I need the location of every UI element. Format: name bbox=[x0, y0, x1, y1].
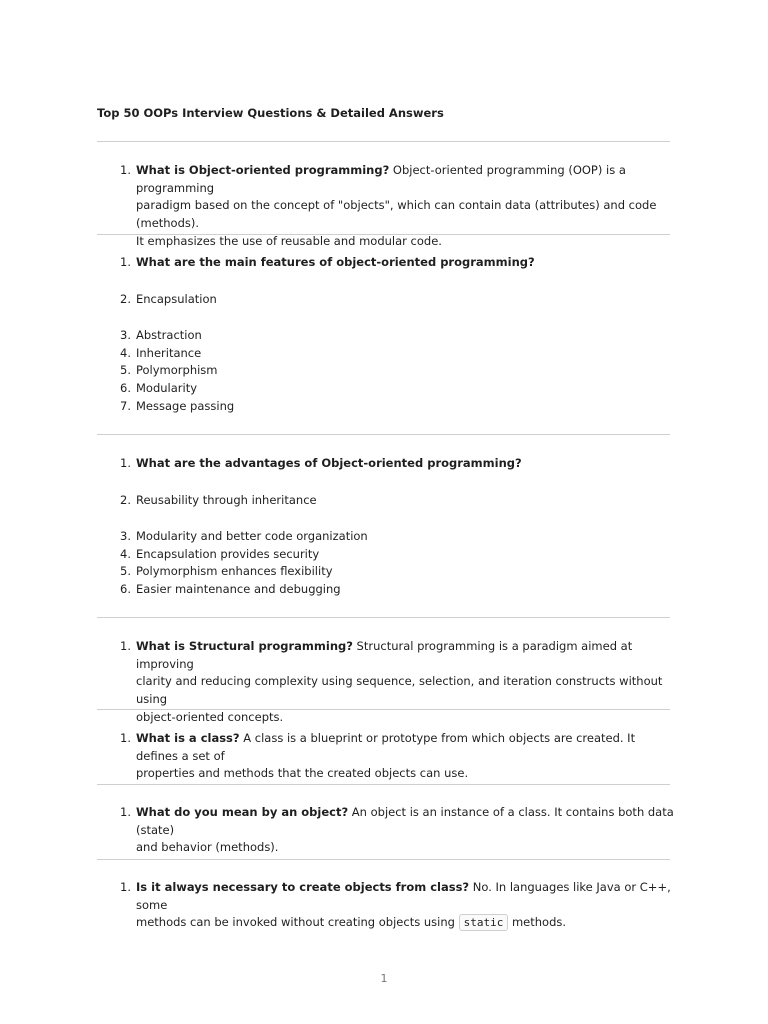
advantage-list-cont bbox=[120, 528, 675, 599]
list-number: 2. bbox=[120, 493, 131, 507]
list-item-text: Message passing bbox=[136, 398, 235, 413]
answer-text-line: properties and methods that the created objects can use. bbox=[136, 766, 469, 781]
section-divider bbox=[97, 617, 670, 618]
list-number: 1. bbox=[120, 255, 131, 269]
question-6-line1 bbox=[120, 804, 675, 839]
list-number: 5. bbox=[120, 363, 131, 378]
list-number: 2. bbox=[120, 292, 131, 306]
answer-text-line: paradigm based on the concept of "objects", which can contain data (attributes) and code (methods). bbox=[136, 198, 657, 231]
question-text: Is it always necessary to create objects from class? bbox=[136, 880, 470, 894]
answer-text-line: It emphasizes the use of reusable and modular code. bbox=[136, 233, 442, 248]
list-item bbox=[120, 327, 675, 345]
question-text: What are the main features of object-oriented programming? bbox=[136, 255, 535, 269]
question-4 bbox=[120, 638, 675, 727]
page-number: 1 bbox=[380, 972, 388, 985]
question-text: What is Structural programming? bbox=[136, 639, 353, 653]
question-5-line1 bbox=[120, 730, 675, 765]
list-number: 7. bbox=[120, 398, 131, 413]
inline-code: static bbox=[459, 914, 509, 931]
list-item-text: Polymorphism enhances flexibility bbox=[136, 564, 333, 579]
list-item-text: Inheritance bbox=[136, 345, 202, 360]
list-number: 4. bbox=[120, 546, 131, 561]
question-text: What are the advantages of Object-oriented programming? bbox=[136, 456, 522, 470]
page-title: Top 50 OOPs Interview Questions & Detailed Answers bbox=[97, 106, 444, 120]
list-number: 1. bbox=[120, 639, 131, 653]
answer-text: A class is a blueprint or prototype from which objects are created. It defines a set of bbox=[136, 731, 636, 763]
list-item-text: Abstraction bbox=[136, 328, 202, 342]
list-item bbox=[120, 546, 675, 564]
question-3-heading bbox=[120, 455, 675, 473]
question-1 bbox=[120, 162, 675, 251]
list-number: 1. bbox=[120, 456, 131, 470]
list-number: 1. bbox=[120, 880, 131, 894]
answer-text: No. In languages like Java or C++, some bbox=[136, 880, 671, 912]
answer-text: An object is an instance of a class. It contains both data (state) bbox=[136, 805, 674, 837]
answer-text-line: and behavior (methods). bbox=[136, 840, 279, 855]
question-text: What is Object-oriented programming? bbox=[136, 163, 390, 177]
question-text: What is a class? bbox=[136, 731, 240, 745]
question-text: What do you mean by an object? bbox=[136, 805, 349, 819]
list-item bbox=[120, 563, 675, 581]
list-item-text: Modularity bbox=[136, 381, 198, 396]
list-number: 3. bbox=[120, 529, 131, 543]
list-number: 6. bbox=[120, 582, 131, 597]
feature-list-cont bbox=[120, 327, 675, 416]
feature-list bbox=[120, 291, 675, 309]
list-number: 4. bbox=[120, 345, 131, 360]
list-item-text: Modularity and better code organization bbox=[136, 529, 368, 543]
question-7 bbox=[120, 879, 675, 932]
list-number: 1. bbox=[120, 805, 131, 819]
question-2 bbox=[120, 254, 675, 272]
section-divider bbox=[97, 709, 670, 710]
list-item bbox=[120, 362, 675, 380]
list-item bbox=[120, 291, 675, 309]
list-number: 1. bbox=[120, 163, 131, 177]
list-item bbox=[120, 398, 675, 416]
list-number: 3. bbox=[120, 328, 131, 342]
answer-text: Object-oriented programming (OOP) is a programming bbox=[136, 163, 626, 195]
question-3 bbox=[120, 455, 675, 473]
answer-text: methods can be invoked without creating objects using bbox=[136, 915, 459, 930]
section-divider bbox=[97, 434, 670, 435]
list-item-text: Polymorphism bbox=[136, 363, 218, 378]
list-item-text: Encapsulation provides security bbox=[136, 546, 320, 561]
list-number: 5. bbox=[120, 564, 131, 579]
answer-text-line: object-oriented concepts. bbox=[136, 709, 284, 724]
answer-text: Structural programming is a paradigm aimed at improving bbox=[136, 639, 633, 671]
list-item bbox=[120, 492, 675, 510]
list-item-text: Reusability through inheritance bbox=[136, 493, 317, 507]
question-7-line1 bbox=[120, 879, 675, 914]
list-item bbox=[120, 581, 675, 599]
question-4-line1 bbox=[120, 638, 675, 673]
section-divider bbox=[97, 784, 670, 785]
section-divider bbox=[97, 141, 670, 142]
question-1-line1 bbox=[120, 162, 675, 197]
question-6 bbox=[120, 804, 675, 857]
list-item-text: Easier maintenance and debugging bbox=[136, 582, 341, 597]
answer-text-line bbox=[120, 914, 675, 932]
list-item bbox=[120, 528, 675, 546]
section-divider bbox=[97, 859, 670, 860]
list-item-text: Encapsulation bbox=[136, 292, 217, 306]
list-number: 1. bbox=[120, 731, 131, 745]
answer-text: methods. bbox=[508, 915, 567, 930]
question-2-heading bbox=[120, 254, 675, 272]
advantage-list bbox=[120, 492, 675, 510]
list-number: 6. bbox=[120, 381, 131, 396]
list-item bbox=[120, 380, 675, 398]
list-item bbox=[120, 345, 675, 363]
section-divider bbox=[97, 234, 670, 235]
answer-text-line: clarity and reducing complexity using sequence, selection, and iteration constructs without using bbox=[136, 674, 663, 707]
question-5 bbox=[120, 730, 675, 783]
